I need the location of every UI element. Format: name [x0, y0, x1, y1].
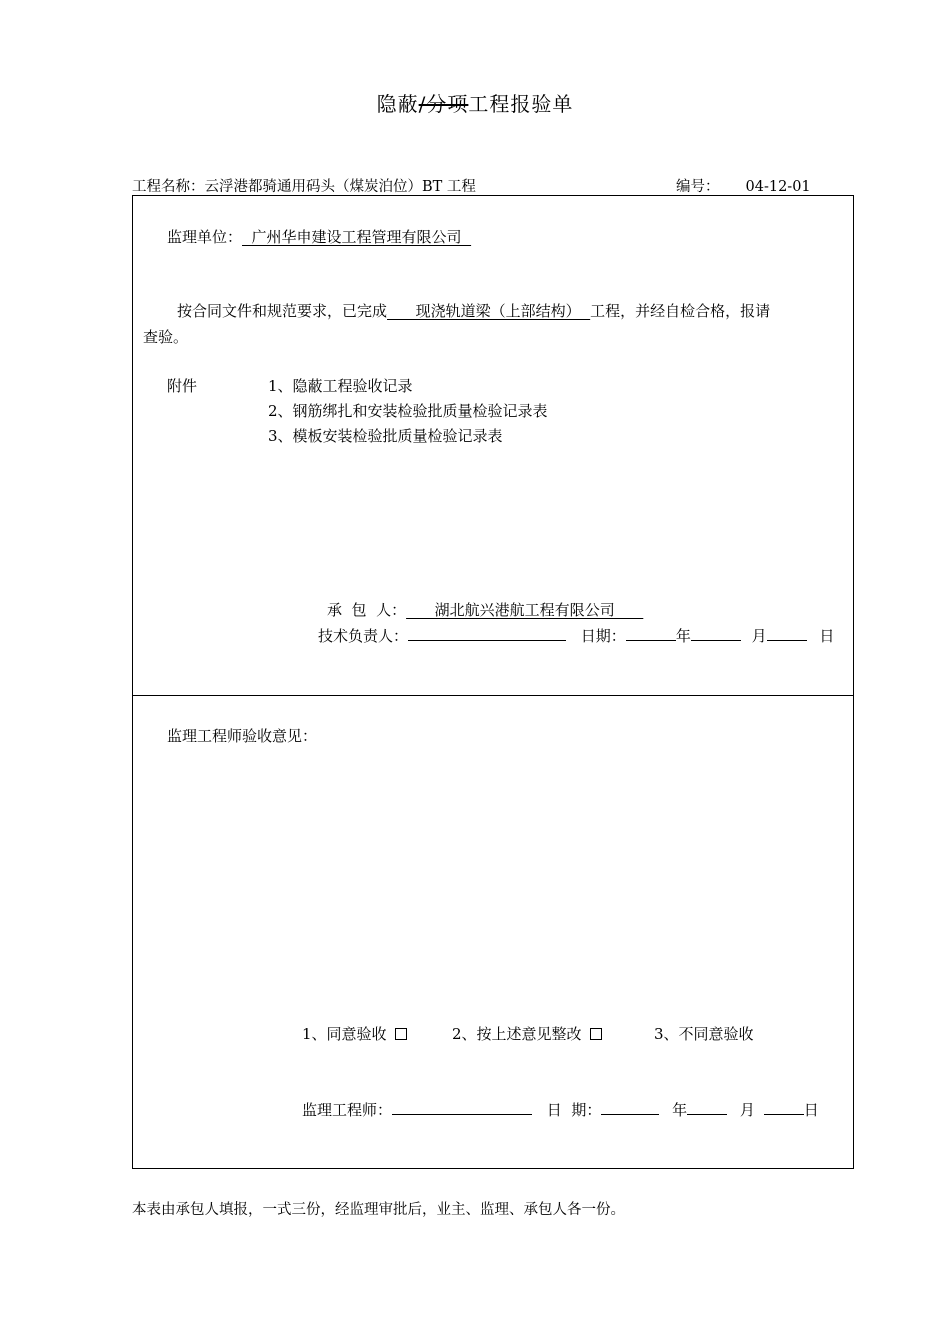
statement-start: 按合同文件和规范要求，已完成 — [177, 302, 388, 320]
tech-year-line[interactable] — [626, 624, 676, 641]
engineer-label: 监理工程师： — [302, 1101, 393, 1119]
form-number: 04-12-01 — [745, 179, 811, 195]
form-number-row — [676, 175, 811, 196]
title-suffix: 工程报验单 — [468, 92, 574, 116]
attachment-item-2: 2、钢筋绑扎和安装检验批质量检验记录表 — [268, 402, 548, 420]
engineer-date-label: 日 期： — [546, 1101, 602, 1119]
option-rectify-label: 2、按上述意见整改 — [452, 1025, 582, 1043]
tech-label: 技术负责人： — [318, 627, 409, 645]
tech-year-label: 年 — [675, 627, 691, 645]
project-name-row — [132, 175, 476, 196]
project-name: 云浮港都骑通用码头（煤炭泊位）BT 工程 — [204, 179, 476, 195]
attachment-item-1: 1、隐蔽工程验收记录 — [268, 377, 413, 395]
statement-line-2: 查验。 — [143, 328, 189, 346]
footer-note: 本表由承包人填报，一式三份，经监理审批后，业主、监理、承包人各一份。 — [132, 1202, 625, 1218]
attachments-label: 附件 — [167, 377, 198, 395]
tech-day-line[interactable] — [767, 624, 807, 641]
opinion-label: 监理工程师验收意见： — [167, 727, 318, 745]
project-label: 工程名称： — [132, 179, 205, 195]
page-title — [0, 88, 950, 117]
option-agree-label: 1、同意验收 — [302, 1025, 387, 1043]
tech-day-label: 日 — [819, 627, 835, 645]
statement-end: 工程，并经自检合格，报请 — [590, 302, 771, 320]
engineer-month-line[interactable] — [687, 1098, 727, 1115]
attachment-item-3: 3、模板安装检验批质量检验记录表 — [268, 427, 503, 445]
tech-row — [318, 624, 834, 646]
statement-line-1 — [177, 300, 770, 321]
option-disagree[interactable] — [654, 1023, 754, 1044]
number-label: 编号： — [676, 179, 720, 195]
engineer-row — [302, 1098, 819, 1120]
engineer-day-label: 日 — [803, 1101, 819, 1119]
engineer-day-line[interactable] — [764, 1098, 804, 1115]
tech-month-label: 月 — [751, 627, 767, 645]
tech-month-line[interactable] — [691, 624, 741, 641]
supervisor-label: 监理单位： — [167, 228, 243, 246]
engineer-month-label: 月 — [739, 1101, 755, 1119]
tech-date-label: 日期： — [580, 627, 626, 645]
option-rectify[interactable] — [452, 1023, 602, 1044]
option-agree[interactable] — [302, 1023, 407, 1044]
contractor-row — [327, 599, 643, 620]
completed-work: 现浇轨道梁（上部结构） — [387, 302, 591, 320]
title-struck-text: /分项 — [418, 92, 469, 116]
engineer-year-label: 年 — [672, 1101, 688, 1119]
title-prefix: 隐蔽 — [376, 92, 419, 116]
option-disagree-label: 3、不同意验收 — [654, 1025, 754, 1043]
rectify-checkbox[interactable] — [590, 1028, 602, 1040]
contractor-value: 湖北航兴港航工程有限公司 — [406, 601, 644, 619]
supervisor-value: 广州华申建设工程管理有限公司 — [242, 228, 472, 246]
tech-signature-line[interactable] — [408, 624, 566, 641]
engineer-year-line[interactable] — [601, 1098, 659, 1115]
supervisor-row — [167, 226, 471, 247]
section-divider — [133, 695, 853, 696]
contractor-label: 承 包 人： — [327, 601, 407, 619]
engineer-signature-line[interactable] — [392, 1098, 532, 1115]
agree-checkbox[interactable] — [395, 1028, 407, 1040]
